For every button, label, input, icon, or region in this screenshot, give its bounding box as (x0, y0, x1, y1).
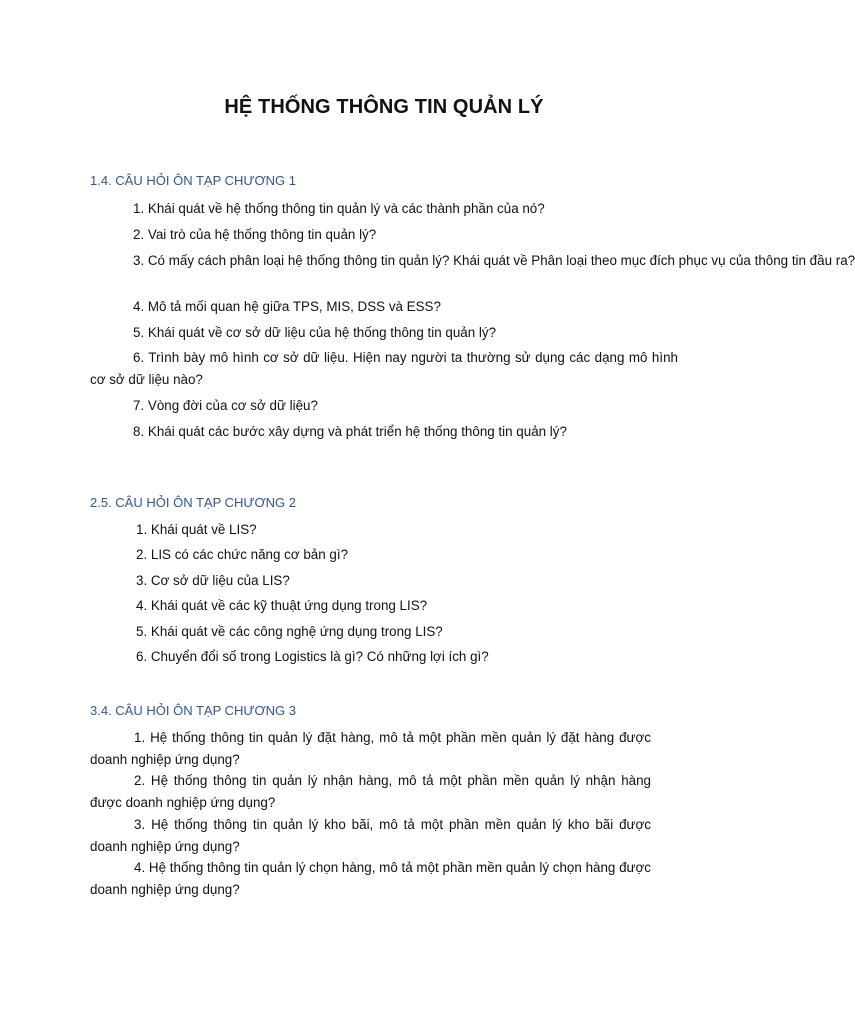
question-item: 4. Hệ thống thông tin quản lý chọn hàng, mô tả một phần mền quản lý chọn hàng được doanh nghiệp ứng dụng? (90, 860, 651, 897)
question-item: 4. Khái quát về các kỹ thuật ứng dụng trong LIS? (136, 598, 428, 613)
section-heading: 1.4. CÂU HỎI ÔN TẠP CHƯƠNG 1 (90, 173, 296, 188)
question-item: 5. Khái quát về các công nghệ ứng dụng trong LIS? (136, 624, 443, 639)
question-item: 7. Vòng đời của cơ sở dữ liệu? (133, 398, 318, 413)
question-item: 1. Khái quát về hệ thống thông tin quản lý và các thành phần của nó? (133, 201, 545, 216)
question-item: 1. Khái quát về LIS? (136, 522, 257, 537)
question-item: 4. Mô tả mối quan hệ giữa TPS, MIS, DSS và ESS? (133, 299, 441, 314)
section-heading: 2.5. CÂU HỎI ÔN TẠP CHƯƠNG 2 (90, 495, 296, 510)
question-item: 1. Hệ thống thông tin quản lý đặt hàng, mô tả một phần mền quản lý đặt hàng được doanh nghiệp ứng dụng? (90, 730, 651, 767)
question-item: 6. Trình bày mô hình cơ sở dữ liệu. Hiện nay người ta thường sử dụng các dạng mô hình cơ sở dữ liệu nào? (90, 350, 678, 387)
question-item: 2. LIS có các chức năng cơ bản gì? (136, 547, 349, 562)
question-item: 6. Chuyển đổi số trong Logistics là gì? Có những lợi ích gì? (136, 649, 489, 664)
section-heading: 3.4. CÂU HỎI ÔN TẠP CHƯƠNG 3 (90, 703, 296, 718)
document-title: HỆ THỐNG THÔNG TIN QUẢN LÝ (224, 96, 544, 118)
question-item: 5. Khái quát về cơ sở dữ liệu của hệ thống thông tin quản lý? (133, 325, 497, 340)
question-item: 8. Khái quát các bước xây dựng và phát triển hệ thống thông tin quản lý? (133, 424, 567, 439)
question-item: 3. Hệ thống thông tin quản lý kho bãi, mô tả một phần mền quản lý kho bãi được doanh nghiệp ứng dụng? (90, 817, 651, 854)
question-item: 2. Hệ thống thông tin quản lý nhận hàng, mô tả một phần mền quản lý nhận hàng được doanh nghiệp ứng dụng? (90, 773, 651, 810)
question-item: 3. Cơ sở dữ liệu của LIS? (136, 573, 290, 588)
question-item: 3. Có mấy cách phân loại hệ thống thông tin quản lý? Khái quát về Phân loại theo mục đích phục vụ của thông tin đầu ra? (133, 253, 855, 268)
question-item: 2. Vai trò của hệ thống thông tin quản lý? (133, 227, 377, 242)
